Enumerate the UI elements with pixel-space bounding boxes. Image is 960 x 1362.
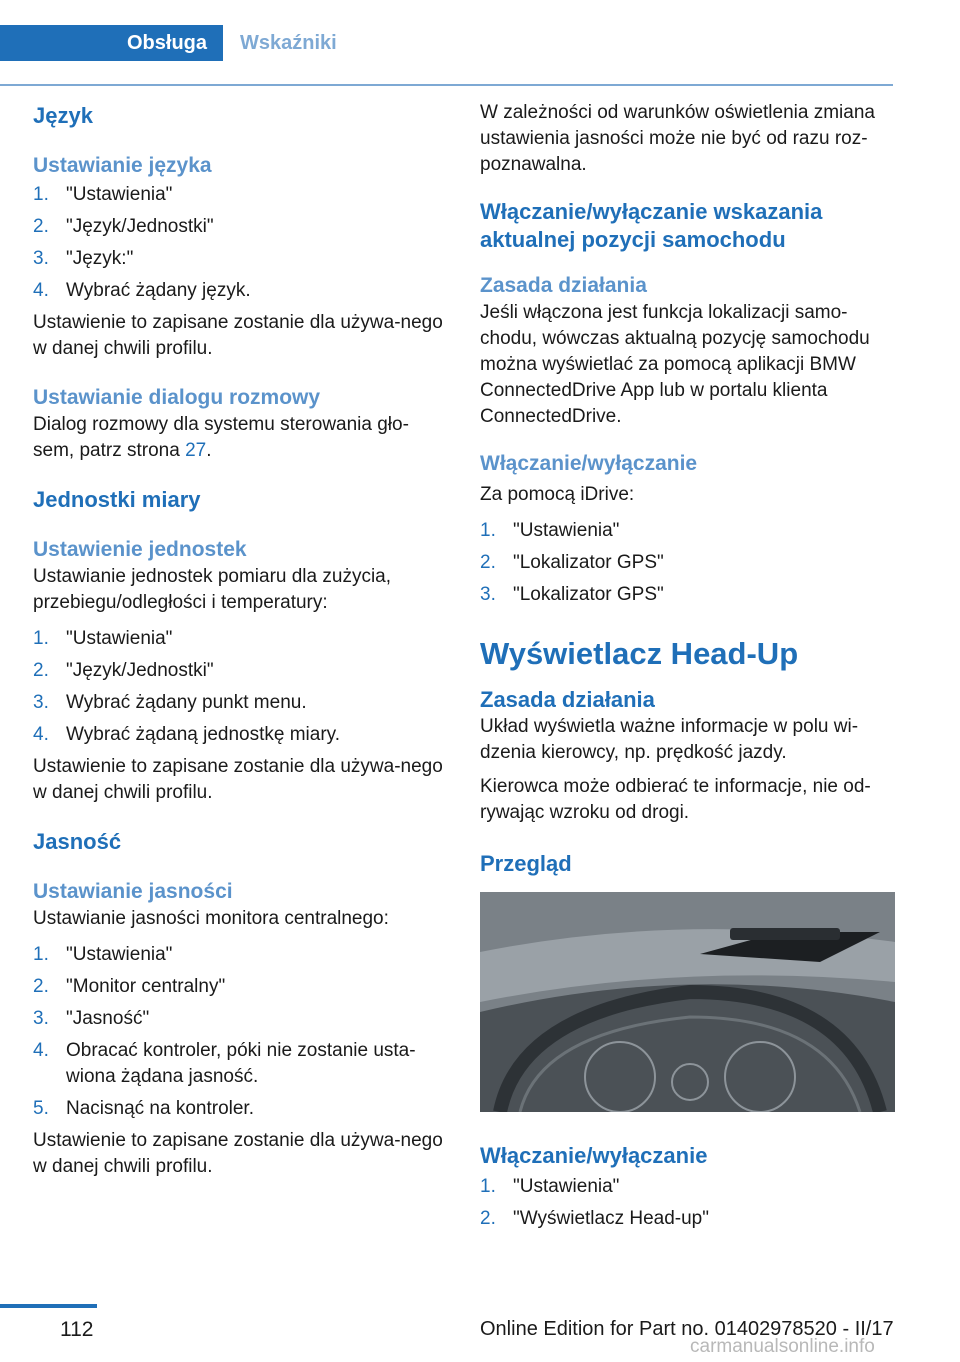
step-number: 2.	[33, 660, 49, 681]
heading-dialog: Ustawianie dialogu rozmowy	[33, 386, 321, 409]
header-bar	[0, 25, 893, 61]
step-number: 4.	[33, 280, 49, 301]
paragraph-hud-info: Układ wyświetla ważne informacje w polu wi-dzenia kierowcy, np. prędkość jazdy.	[480, 716, 859, 763]
list-item	[33, 214, 443, 240]
list-item	[33, 1038, 443, 1090]
heading-head-up: Wyświetlacz Head-Up	[480, 636, 799, 671]
header-divider	[0, 84, 893, 86]
list-item	[33, 690, 443, 716]
head-up-display-photo	[480, 892, 895, 1112]
steps-list-units	[33, 626, 443, 748]
step-text: "Ustawienia"	[513, 1176, 620, 1197]
step-number: 1.	[480, 520, 496, 541]
step-text: "Lokalizator GPS"	[513, 584, 664, 605]
paragraph-profile-note: Ustawienie to zapisane zostanie dla używa-nego w danej chwili profilu.	[33, 1130, 443, 1177]
step-text: Wybrać żądany punkt menu.	[66, 692, 307, 713]
step-text: Nacisnąć na kontroler.	[66, 1098, 254, 1119]
paragraph-units: Ustawianie jednostek pomiaru dla zużycia, przebiegu/odległości i temperatury:	[33, 566, 392, 613]
heading-jezyk: Język	[33, 103, 93, 128]
tab-obsluga[interactable]: Obsługa	[0, 25, 223, 61]
edition-note: Online Edition for Part no. 01402978520 - II/17	[480, 1318, 894, 1340]
right-column	[480, 100, 895, 1238]
list-item	[480, 1206, 895, 1232]
heading-przeglad: Przegląd	[480, 851, 572, 876]
step-text: "Jasność"	[66, 1008, 150, 1029]
paragraph-dialog	[33, 412, 443, 464]
paragraph-brightness-note: W zależności od warunków oświetlenia zmiana ustawienia jasności może nie być od razu roz-poznawalna.	[480, 102, 875, 175]
step-text: "Język:"	[66, 248, 134, 269]
heading-jednostki: Jednostki miary	[33, 487, 201, 512]
list-item	[33, 1096, 443, 1122]
paragraph-profile-note: Ustawienie to zapisane zostanie dla używa-nego w danej chwili profilu.	[33, 756, 443, 803]
footer-accent-line	[0, 1304, 97, 1308]
paragraph-idrive: Za pomocą iDrive:	[480, 484, 635, 505]
step-text: "Ustawienia"	[66, 628, 173, 649]
paragraph-profile-note: Ustawienie to zapisane zostanie dla używa-nego w danej chwili profilu.	[33, 312, 443, 359]
left-column	[33, 100, 443, 1180]
tab-wskazniki[interactable]: Wskaźniki	[240, 31, 337, 54]
heading-wlaczanie: Włączanie/wyłączanie	[480, 452, 698, 475]
paragraph-brightness: Ustawianie jasności monitora centralnego:	[33, 908, 389, 929]
heading-jasnosc: Jasność	[33, 829, 122, 854]
page-reference-link[interactable]: 27	[185, 440, 207, 461]
dialog-text: Dialog rozmowy dla systemu sterowania gło-sem, patrz strona	[33, 414, 409, 461]
heading-wlaczanie-hud: Włączanie/wyłączanie	[480, 1143, 708, 1168]
step-number: 1.	[33, 944, 49, 965]
list-item	[480, 550, 895, 576]
list-item	[33, 278, 443, 304]
step-number: 3.	[33, 1008, 49, 1029]
step-text: "Monitor centralny"	[66, 976, 226, 997]
step-number: 3.	[480, 584, 496, 605]
steps-list-hud	[480, 1174, 895, 1232]
heading-ustawianie-jasnosci: Ustawianie jasności	[33, 880, 233, 903]
heading-zasada-dzialania: Zasada działania	[480, 274, 647, 297]
step-number: 4.	[33, 724, 49, 745]
step-number: 3.	[33, 248, 49, 269]
heading-position: Włączanie/wyłączanie wskazania aktualnej pozycji samochodu	[480, 199, 823, 252]
step-text: "Język/Jednostki"	[66, 660, 214, 681]
list-item	[33, 722, 443, 748]
step-number: 2.	[33, 216, 49, 237]
steps-list-language	[33, 182, 443, 304]
dashboard-illustration	[480, 892, 895, 1112]
list-item	[480, 1174, 895, 1200]
step-text: "Język/Jednostki"	[66, 216, 214, 237]
step-text: "Lokalizator GPS"	[513, 552, 664, 573]
page-number: 112	[60, 1318, 94, 1341]
watermark: carmanualsonline.info	[690, 1336, 875, 1357]
paragraph-hud-driver: Kierowca może odbierać te informacje, nie od-rywając wzroku od drogi.	[480, 776, 871, 823]
heading-zasada-dzialania: Zasada działania	[480, 687, 655, 712]
steps-list-brightness	[33, 942, 443, 1122]
step-number: 2.	[33, 976, 49, 997]
step-text: Wybrać żądaną jednostkę miary.	[66, 724, 341, 745]
step-number: 2.	[480, 552, 496, 573]
step-number: 2.	[480, 1208, 496, 1229]
heading-ustawianie-jezyka: Ustawianie języka	[33, 154, 212, 177]
dialog-text-end: .	[206, 440, 212, 461]
step-number: 1.	[33, 628, 49, 649]
paragraph-position: Jeśli włączona jest funkcja lokalizacji samo-chodu, wówczas aktualną pozycję samochodu można wyświetlać za pomocą aplikacji BMW ConnectedDrive App lub w portalu klienta ConnectedDrive.	[480, 302, 870, 427]
step-text: Obracać kontroler, póki nie zostanie usta-wiona żądana jasność.	[66, 1040, 416, 1087]
step-text: "Wyświetlacz Head-up"	[513, 1208, 709, 1229]
heading-ustawienie-jednostek: Ustawienie jednostek	[33, 538, 247, 561]
step-number: 4.	[33, 1040, 49, 1061]
step-text: "Ustawienia"	[513, 520, 620, 541]
step-number: 1.	[480, 1176, 496, 1197]
list-item	[33, 182, 443, 208]
step-text: "Ustawienia"	[66, 184, 173, 205]
step-number: 5.	[33, 1098, 49, 1119]
list-item	[33, 942, 443, 968]
step-number: 1.	[33, 184, 49, 205]
list-item	[33, 1006, 443, 1032]
list-item	[33, 974, 443, 1000]
list-item	[33, 626, 443, 652]
list-item	[33, 246, 443, 272]
step-number: 3.	[33, 692, 49, 713]
step-text: Wybrać żądany język.	[66, 280, 251, 301]
list-item	[480, 582, 895, 608]
steps-list-gps	[480, 518, 895, 608]
list-item	[480, 518, 895, 544]
list-item	[33, 658, 443, 684]
step-text: "Ustawienia"	[66, 944, 173, 965]
